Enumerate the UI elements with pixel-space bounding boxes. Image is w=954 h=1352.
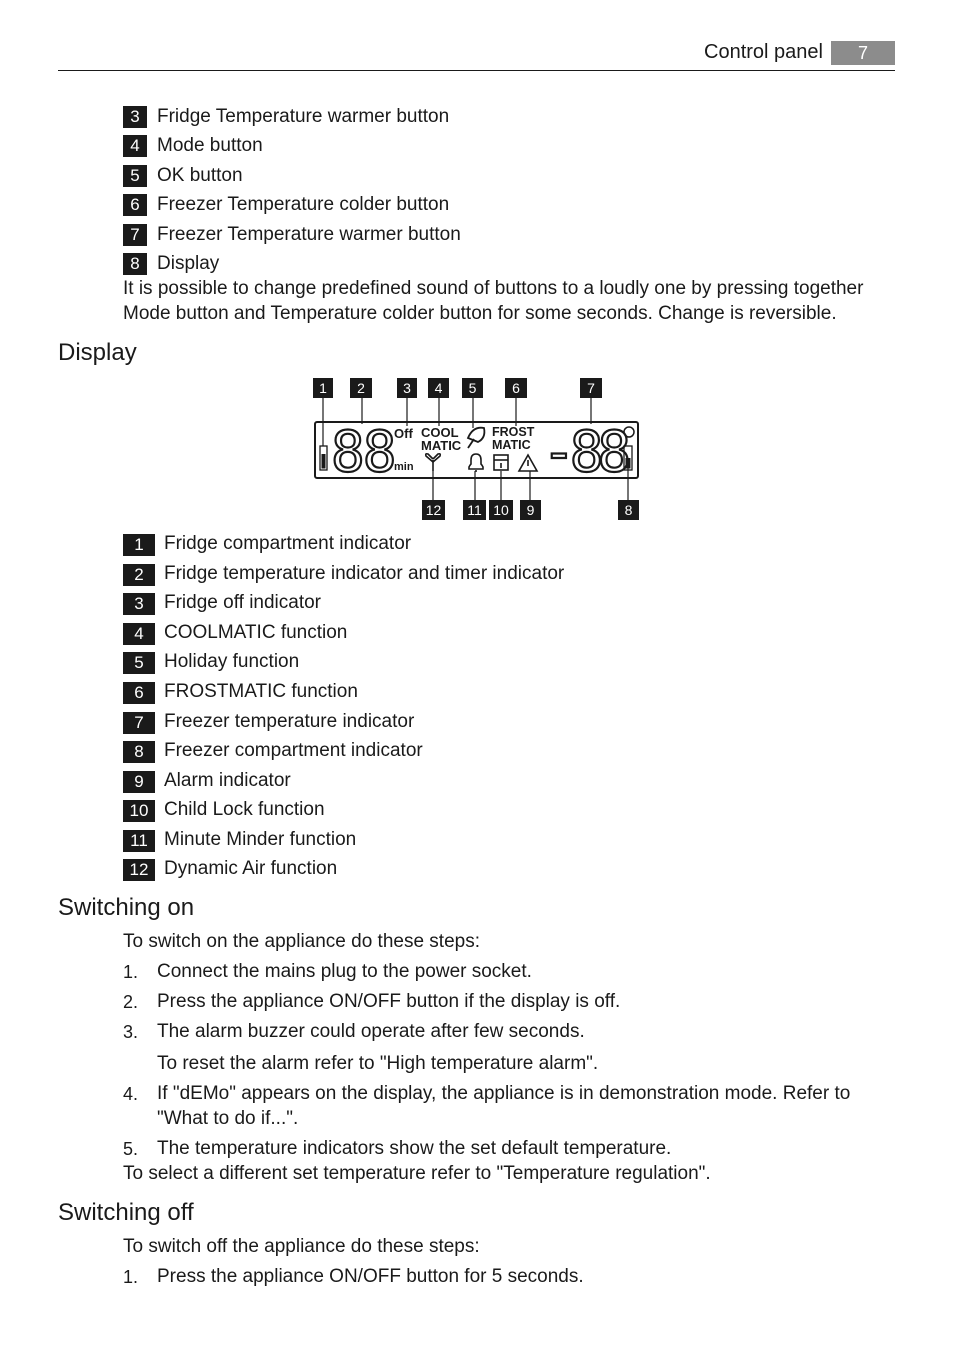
callout-5: 5	[462, 378, 483, 398]
header-section-title: Control panel	[704, 41, 823, 63]
cool-matic-text: MATIC	[421, 438, 462, 453]
legend-label: Fridge compartment indicator	[164, 533, 412, 554]
degree-indicator-icon	[624, 427, 634, 437]
legend-label: Freezer compartment indicator	[164, 740, 423, 761]
callout-1: 1	[313, 378, 333, 398]
freezer-digits: -88	[542, 420, 626, 485]
step-number: 2.	[123, 992, 139, 1012]
button-list-number: 5	[123, 165, 147, 187]
callout-4: 4	[428, 378, 449, 398]
switching-off-heading: Switching off	[58, 1199, 194, 1226]
legend-label: Fridge temperature indicator and timer indicator	[164, 563, 565, 584]
legend-label: Dynamic Air function	[164, 858, 338, 879]
button-list-label: Freezer Temperature warmer button	[157, 224, 461, 245]
sound-note-line: It is possible to change predefined sound of buttons to a loudly one by pressing together	[123, 278, 864, 299]
step-text: The temperature indicators show the set default temperature.	[157, 1138, 672, 1159]
callout-8: 8	[618, 500, 639, 520]
legend-number: 3	[123, 593, 155, 615]
step-text: "What to do if...".	[157, 1108, 299, 1129]
legend-number: 6	[123, 682, 155, 704]
page-number-box	[831, 41, 895, 65]
child-lock-icon	[494, 455, 508, 470]
button-list-number: 4	[123, 135, 147, 157]
legend-number: 2	[123, 564, 155, 586]
legend-number: 10	[123, 800, 155, 822]
switching-on-intro: To switch on the appliance do these steps:	[123, 931, 481, 952]
legend-number: 12	[123, 859, 155, 881]
legend-label: Minute Minder function	[164, 829, 357, 850]
switching-on-outro: To select a different set temperature refer to "Temperature regulation".	[123, 1163, 711, 1184]
legend-label: COOLMATIC function	[164, 622, 348, 643]
page-number: 7	[857, 43, 868, 63]
header-rule	[58, 70, 895, 71]
legend-label: Child Lock function	[164, 799, 325, 820]
legend-number: 11	[123, 830, 155, 852]
button-list-number: 6	[123, 194, 147, 216]
button-list-label: Freezer Temperature colder button	[157, 194, 450, 215]
legend-number: 1	[123, 534, 155, 556]
step-number: 4.	[123, 1084, 139, 1104]
step-text: Press the appliance ON/OFF button for 5 seconds.	[157, 1266, 584, 1287]
button-list-number: 8	[123, 253, 147, 275]
switching-off-intro: To switch off the appliance do these steps:	[123, 1236, 480, 1257]
fridge-digits: 88	[331, 420, 395, 485]
step-number: 3.	[123, 1022, 139, 1042]
legend-number: 9	[123, 771, 155, 793]
step-text: If "dEMo" appears on the display, the appliance is in demonstration mode. Refer to	[157, 1083, 851, 1104]
button-list-number: 7	[123, 224, 147, 246]
button-list-label: Mode button	[157, 135, 263, 156]
legend-label: Freezer temperature indicator	[164, 711, 415, 732]
step-number: 1.	[123, 1267, 139, 1287]
step-text: To reset the alarm refer to "High temperature alarm".	[157, 1053, 599, 1074]
switching-on-heading: Switching on	[58, 894, 195, 921]
cool-text: COOL	[421, 425, 459, 440]
legend-label: Fridge off indicator	[164, 592, 322, 613]
holiday-umbrella-icon	[468, 428, 484, 448]
step-number: 5.	[123, 1139, 139, 1159]
step-text: Connect the mains plug to the power socket.	[157, 961, 532, 982]
sound-note-line: Mode button and Temperature colder button for some seconds. Change is reversible.	[123, 303, 837, 324]
off-text: Off	[394, 426, 413, 441]
callout-2: 2	[350, 378, 372, 398]
display-heading: Display	[58, 339, 137, 366]
step-number: 1.	[123, 962, 139, 982]
callout-6: 6	[505, 378, 527, 398]
legend-label: Holiday function	[164, 651, 300, 672]
alarm-triangle-icon	[519, 455, 537, 471]
callout-3: 3	[397, 378, 417, 398]
callout-12: 12	[422, 500, 445, 520]
minute-minder-bell-icon	[469, 454, 483, 471]
frost-matic-text: MATIC	[492, 438, 531, 452]
legend-number: 8	[123, 741, 155, 763]
legend-number: 5	[123, 652, 155, 674]
frost-text: FROST	[492, 425, 535, 439]
step-text: Press the appliance ON/OFF button if the display is off.	[157, 991, 621, 1012]
step-text: The alarm buzzer could operate after few seconds.	[157, 1021, 585, 1042]
callout-11: 11	[463, 500, 486, 520]
callout-9: 9	[520, 500, 541, 520]
button-list-label: OK button	[157, 165, 243, 186]
callout-10: 10	[489, 500, 513, 520]
min-text: min	[394, 461, 414, 473]
legend-label: FROSTMATIC function	[164, 681, 358, 702]
button-list-label: Fridge Temperature warmer button	[157, 106, 450, 127]
callout-7: 7	[580, 378, 602, 398]
legend-label: Alarm indicator	[164, 770, 291, 791]
legend-number: 7	[123, 712, 155, 734]
dynamic-air-fan-icon	[426, 454, 441, 471]
button-list-number: 3	[123, 106, 147, 128]
button-list-label: Display	[157, 253, 220, 274]
legend-number: 4	[123, 623, 155, 645]
